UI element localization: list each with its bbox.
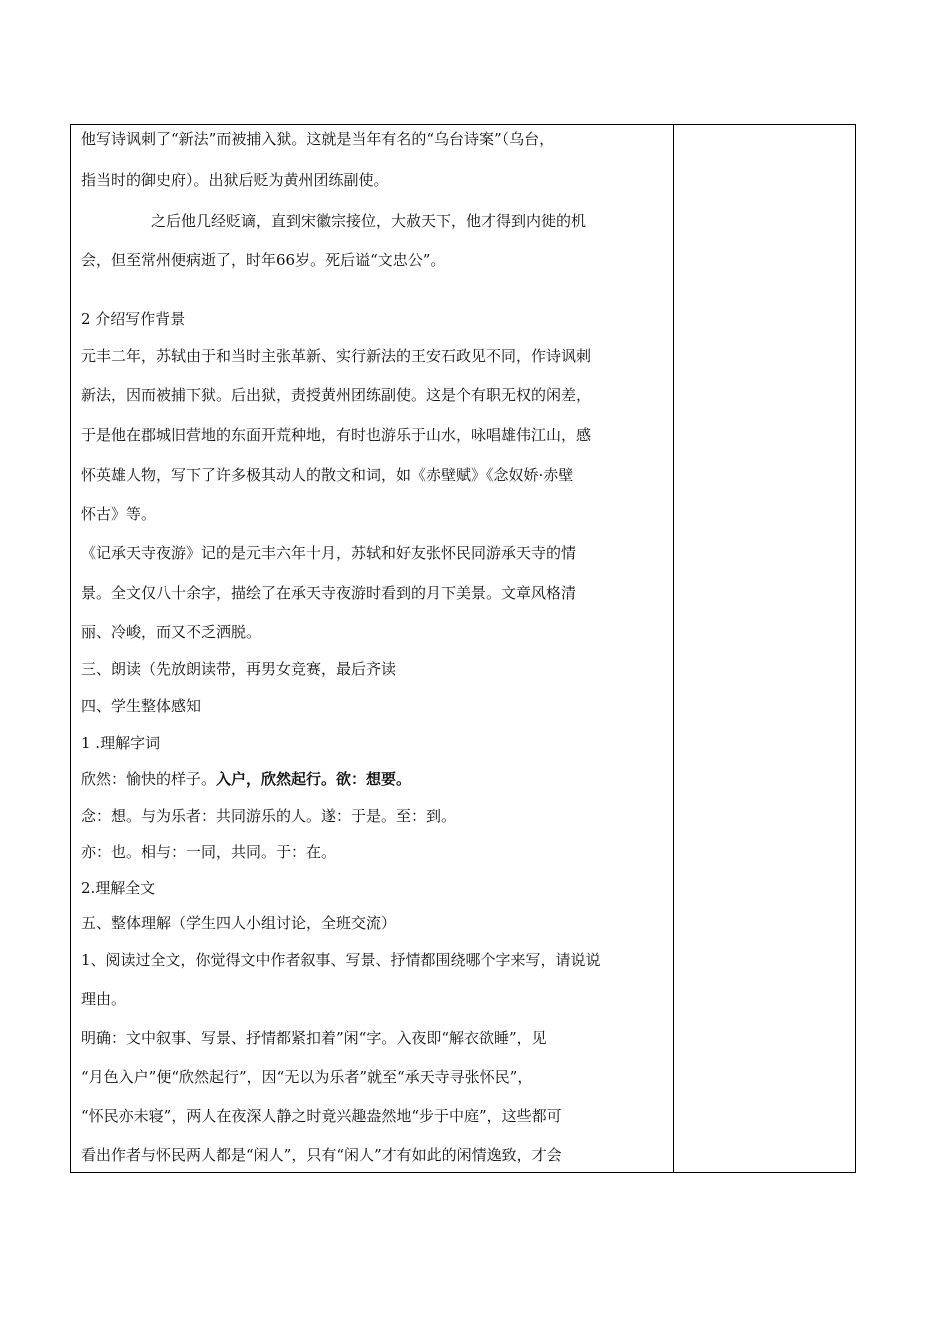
- notes-cell: [674, 125, 855, 1172]
- text-line: 1、阅读过全文，你觉得文中作者叙事、写景、抒情都围绕哪个字来写，请说说: [81, 951, 601, 969]
- vocab-line: 念：想。与为乐者：共同游乐的人。遂：于是。至：到。: [81, 807, 457, 825]
- text-line: 新法，因而被捕下狱。后出狱，责授黄州团练副使。这是个有职无权的闲差，: [81, 386, 592, 404]
- text-line: 之后他几经贬谪，直到宋徽宗接位，大赦天下，他才得到内徙的机: [151, 212, 587, 230]
- text-line: 元丰二年，苏轼由于和当时主张革新、实行新法的王安石政见不同，作诗讽刺: [81, 347, 592, 365]
- section-heading: 2 介绍写作背景: [81, 310, 186, 328]
- text-line: 指当时的御史府）。出狱后贬为黄州团练副使。: [81, 171, 389, 189]
- section-heading: 三、朗读（先放朗读带，再男女竞赛，最后齐读: [81, 660, 397, 678]
- vocab-text: 欣然：愉快的样子。: [81, 770, 217, 788]
- text-line: “怀民亦未寝”，两人在夜深人静之时竟兴趣盎然地“步于中庭”，这些都可: [81, 1107, 562, 1125]
- text-line: “月色入户”便“欣然起行”，因“无以为乐者”就至“承天寺寻张怀民”，: [81, 1068, 533, 1086]
- section-heading: 五、整体理解（学生四人小组讨论，全班交流）: [81, 914, 397, 932]
- text-line: 于是他在郡城旧营地的东面开荒种地，有时也游乐于山水，咏唱雄伟江山，感: [81, 426, 592, 444]
- section-heading: 1 .理解字词: [81, 734, 161, 752]
- vocab-line: [81, 769, 666, 789]
- text-line: 丽、冷峻，而又不乏洒脱。: [81, 623, 262, 641]
- text-line: 怀古》等。: [81, 505, 157, 523]
- content-cell: [71, 125, 674, 1172]
- text-line: 《记承天寺夜游》记的是元丰六年十月，苏轼和好友张怀民同游承天寺的情: [81, 544, 577, 562]
- section-heading: 2.理解全文: [81, 879, 156, 897]
- document-table: [70, 124, 856, 1173]
- text-line: 看出作者与怀民两人都是“闲人”，只有“闲人”才有如此的闲情逸致，才会: [81, 1146, 562, 1164]
- text-line: 理由。: [81, 990, 127, 1008]
- text-line: 景。全文仅八十余字，描绘了在承天寺夜游时看到的月下美景。文章风格清: [81, 584, 577, 602]
- text-line: 怀英雄人物，写下了许多极其动人的散文和词，如《赤壁赋》《念奴娇·赤壁: [81, 466, 574, 484]
- text-line: 会，但至常州便病逝了，时年66岁。死后谥“文忠公”。: [81, 251, 446, 269]
- vocab-bold-text: 入户，欣然起行。欲：想要。: [216, 770, 412, 788]
- vocab-line: 亦：也。相与：一同，共同。于：在。: [81, 843, 337, 861]
- section-heading: 四、学生整体感知: [81, 697, 202, 715]
- text-line: 他写诗讽刺了“新法”而被捕入狱。这就是当年有名的“乌台诗案”（乌台，: [81, 130, 555, 148]
- text-line: 明确：文中叙事、写景、抒情都紧扣着”闲“字。入夜即“解衣欲睡”，见: [81, 1029, 547, 1047]
